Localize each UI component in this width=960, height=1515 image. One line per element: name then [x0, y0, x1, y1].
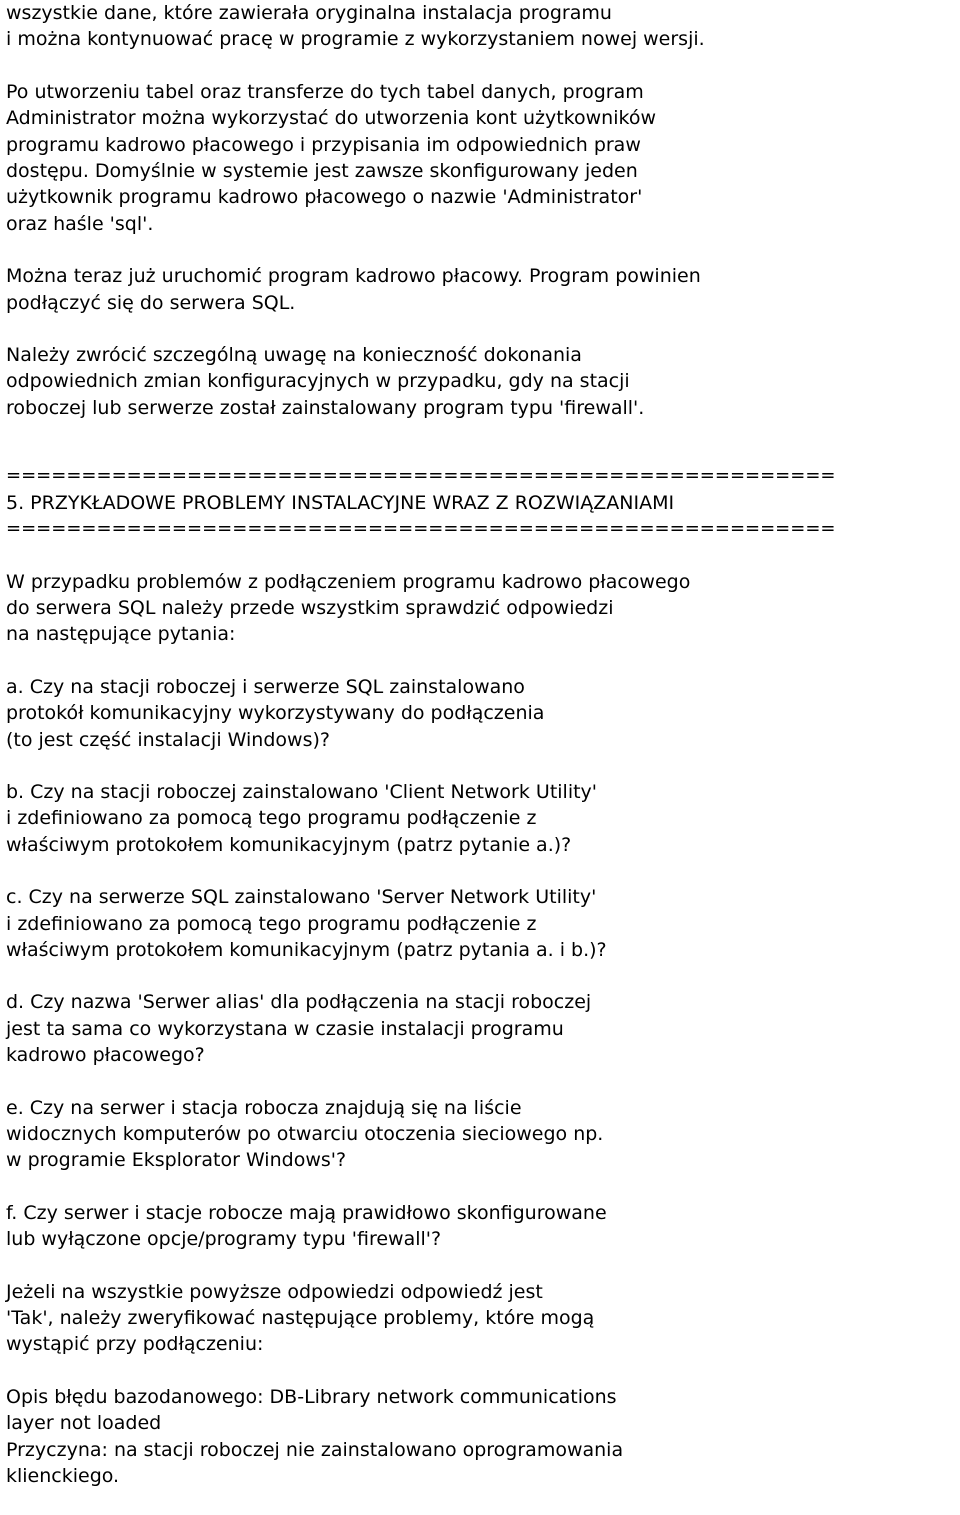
text-line: roboczej lub serwerze został zainstalowany program typu 'firewall'. [6, 396, 645, 419]
error-cause-line: klienckiego. [6, 1465, 120, 1488]
text-line: W przypadku problemów z podłączeniem programu kadrowo płacowego [6, 570, 691, 593]
question-a [6, 674, 956, 753]
separator-line-bottom: ======================================================= [6, 518, 836, 540]
text-line: na następujące pytania: [6, 623, 236, 646]
section-heading-block [6, 463, 956, 542]
text-line: oraz haśle 'sql'. [6, 212, 154, 235]
text-line: wystąpić przy podłączeniu: [6, 1333, 264, 1356]
error-cause-line: Przyczyna: na stacji roboczej nie zainstalowano oprogramowania [6, 1438, 624, 1461]
text-line: Jeżeli na wszystkie powyższe odpowiedzi odpowiedź jest [6, 1280, 543, 1303]
text-line: odpowiednich zmian konfiguracyjnych w przypadku, gdy na stacji [6, 370, 630, 393]
text-line: lub wyłączone opcje/programy typu 'firewall'? [6, 1228, 442, 1251]
question-e [6, 1095, 956, 1174]
text-line: (to jest część instalacji Windows)? [6, 728, 330, 751]
text-line: Po utworzeniu tabel oraz transferze do tych tabel danych, program [6, 80, 644, 103]
question-f [6, 1200, 956, 1253]
all-yes-paragraph [6, 1279, 956, 1358]
text-line: w programie Eksplorator Windows'? [6, 1149, 347, 1172]
text-line: do serwera SQL należy przede wszystkim sprawdzić odpowiedzi [6, 596, 614, 619]
tables-paragraph [6, 79, 956, 237]
question-d [6, 989, 956, 1068]
text-line: kadrowo płacowego? [6, 1044, 205, 1067]
firewall-paragraph [6, 342, 956, 421]
text-line: jest ta sama co wykorzystana w czasie instalacji programu [6, 1017, 564, 1040]
text-line: c. Czy na serwerze SQL zainstalowano 'Server Network Utility' [6, 886, 597, 909]
text-line: a. Czy na stacji roboczej i serwerze SQL zainstalowano [6, 675, 525, 698]
text-line: protokół komunikacyjny wykorzystywany do podłączenia [6, 702, 545, 725]
text-line: b. Czy na stacji roboczej zainstalowano 'Client Network Utility' [6, 780, 598, 803]
run-program-paragraph [6, 263, 956, 316]
text-line: 'Tak', należy zweryfikować następujące problemy, które mogą [6, 1307, 595, 1330]
text-line: i zdefiniowano za pomocą tego programu podłączenie z [6, 807, 537, 830]
error-description-block [6, 1384, 956, 1490]
question-b [6, 779, 956, 858]
text-line: i zdefiniowano za pomocą tego programu podłączenie z [6, 912, 537, 935]
text-line: i można kontynuować pracę w programie z wykorzystaniem nowej wersji. [6, 28, 705, 51]
text-line: podłączyć się do serwera SQL. [6, 291, 296, 314]
text-line: dostępu. Domyślnie w systemie jest zawsze skonfigurowany jeden [6, 160, 638, 183]
text-line: Można teraz już uruchomić program kadrowo płacowy. Program powinien [6, 265, 701, 288]
text-line: widocznych komputerów po otwarciu otoczenia sieciowego np. [6, 1123, 604, 1145]
question-c [6, 884, 956, 963]
text-line: Należy zwrócić szczególną uwagę na konieczność dokonania [6, 344, 582, 367]
error-description-line: layer not loaded [6, 1412, 162, 1435]
text-line: wszystkie dane, które zawierała oryginalna instalacja programu [6, 2, 612, 24]
text-line: użytkownik programu kadrowo płacowego o nazwie 'Administrator' [6, 186, 643, 209]
separator-line-top: ======================================================= [6, 465, 836, 487]
text-line: właściwym protokołem komunikacyjnym (patrz pytanie a.)? [6, 833, 572, 856]
text-line: f. Czy serwer i stacje robocze mają prawidłowo skonfigurowane [6, 1201, 607, 1224]
text-line: Administrator można wykorzystać do utworzenia kont użytkowników [6, 107, 656, 130]
error-description-line: Opis błędu bazodanowego: DB-Library network communications [6, 1385, 617, 1408]
document-page [6, 0, 956, 1515]
text-line: e. Czy na serwer i stacja robocza znajdują się na liście [6, 1096, 522, 1119]
section-heading: 5. PRZYKŁADOWE PROBLEMY INSTALACYJNE WRAZ Z ROZWIĄZANIAMI [6, 491, 675, 514]
text-line: programu kadrowo płacowego i przypisania im odpowiednich praw [6, 133, 641, 156]
text-line: właściwym protokołem komunikacyjnym (patrz pytania a. i b.)? [6, 938, 607, 961]
text-line: d. Czy nazwa 'Serwer alias' dla podłączenia na stacji roboczej [6, 991, 592, 1014]
intro-continuation-paragraph [6, 0, 956, 53]
check-answers-paragraph [6, 569, 956, 648]
